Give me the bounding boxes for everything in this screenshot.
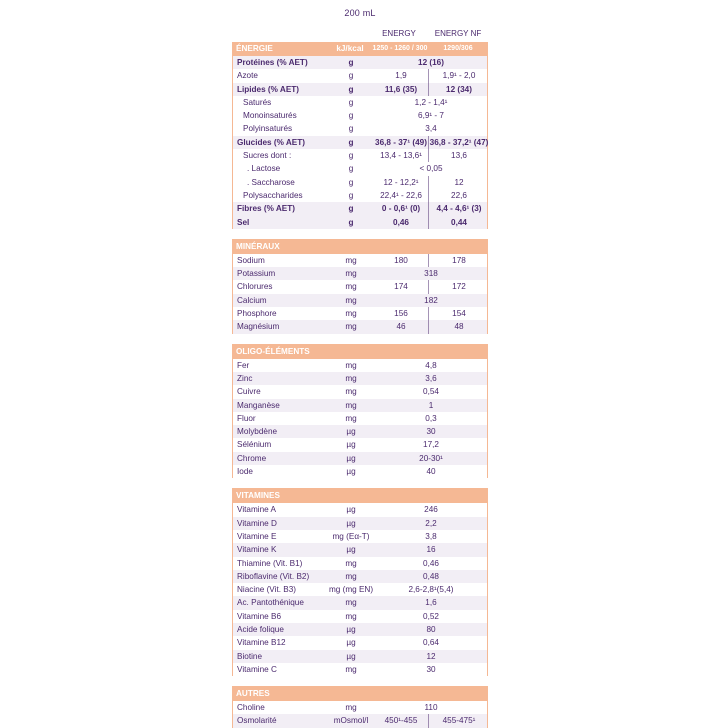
row-value-energy: 156 [394, 309, 408, 319]
table-row [233, 202, 487, 215]
row-unit: µg [346, 545, 356, 555]
row-unit: mg [345, 282, 357, 292]
row-value-energy: 0 - 0,6¹ (0) [381, 204, 421, 214]
row-label: Chlorures [237, 282, 273, 292]
row-label: Choline [237, 703, 265, 713]
section-gap [232, 478, 488, 489]
table-row [233, 557, 487, 570]
row-label: Sélénium [237, 440, 272, 450]
row-value-energy-nf: 455-475¹ [442, 716, 476, 726]
table-row [233, 517, 487, 530]
row-unit: g [348, 97, 354, 107]
row-label: Acide folique [237, 624, 284, 634]
row-value-shared: 12 [426, 651, 436, 661]
table-row [233, 122, 487, 135]
row-unit: mg [345, 309, 357, 319]
row-value-energy: 36,8 - 37¹ (49) [375, 137, 427, 147]
row-label: Polyinsaturés [243, 124, 293, 134]
vitamins-block [232, 503, 488, 676]
row-value-energy: 0,46 [393, 217, 409, 227]
row-value-shared: < 0,05 [419, 164, 443, 174]
table-row [233, 438, 487, 451]
row-value-shared: 182 [424, 295, 438, 305]
row-unit: g [348, 71, 354, 81]
section-autres: AUTRES [232, 687, 488, 701]
row-unit: mg [345, 295, 357, 305]
row-unit: mg [345, 598, 357, 608]
row-value-energy-nf: 36,8 - 37,2¹ (47) [429, 137, 489, 147]
row-unit: mg [345, 373, 357, 383]
row-value-shared: 30 [426, 427, 436, 437]
table-row [233, 267, 487, 280]
row-unit: µg [346, 638, 356, 648]
row-value-shared: 318 [424, 269, 438, 279]
row-label: Monoinsaturés [243, 111, 297, 121]
row-value-shared: 16 [426, 545, 436, 555]
row-value-shared: 20-30¹ [419, 453, 443, 463]
energy-value-energy: 1250 - 1260 / 300 [372, 45, 428, 52]
row-value-energy-nf: 178 [452, 255, 466, 265]
row-unit: mg [345, 322, 357, 332]
row-unit: g [348, 177, 354, 187]
nutrition-table [232, 0, 488, 728]
column-header-energy-nf: ENERGY NF [434, 29, 482, 38]
row-unit: g [348, 124, 354, 134]
table-row [233, 372, 487, 385]
row-value-shared: 30 [426, 664, 436, 674]
row-label: Thiamine (Vit. B1) [237, 558, 303, 568]
row-value-energy: 46 [396, 322, 406, 332]
table-row [233, 320, 487, 333]
energy-value-energy-nf: 1290/306 [443, 45, 473, 52]
row-label: Vitamine B6 [237, 611, 281, 621]
row-label: Magnésium [237, 322, 280, 332]
row-value-shared: 3,8 [425, 531, 437, 541]
row-unit: µg [346, 624, 356, 634]
table-row [233, 623, 487, 636]
row-value-energy: 13,4 - 13,6¹ [380, 151, 422, 161]
row-label: Saturés [243, 97, 272, 107]
table-row [233, 189, 487, 202]
row-label: . Lactose [247, 164, 281, 174]
row-unit: mg [345, 413, 357, 423]
table-row [233, 280, 487, 293]
row-label: Ac. Pantothénique [237, 598, 304, 608]
row-label: Niacine (Vit. B3) [237, 585, 297, 595]
row-label: Zinc [237, 373, 253, 383]
row-value-shared: 0,64 [423, 638, 439, 648]
table-row [233, 69, 487, 82]
section-gap [232, 229, 488, 240]
row-value-shared: 1,2 - 1,4¹ [414, 97, 448, 107]
row-value-shared: 2,6-2,8¹(5,4) [408, 585, 454, 595]
row-unit: g [348, 217, 354, 227]
row-unit: g [348, 58, 354, 67]
row-label: Vitamine D [237, 518, 277, 528]
table-row [233, 530, 487, 543]
table-row [233, 663, 487, 676]
table-row [233, 149, 487, 162]
row-unit: g [348, 164, 354, 174]
row-value-energy-nf: 172 [452, 282, 466, 292]
volume-label: 200 mL [344, 8, 376, 18]
energy-unit: kJ/kcal [336, 44, 364, 53]
others-block [232, 701, 488, 728]
row-value-shared: 4,8 [425, 360, 437, 370]
row-value-energy: 11,6 (35) [384, 84, 418, 94]
row-label: Protéines (% AET) [237, 58, 308, 67]
row-label: Vitamine B12 [237, 638, 286, 648]
row-value-energy: 12 - 12,2¹ [383, 177, 419, 187]
row-label: . Saccharose [247, 177, 295, 187]
row-label: Manganèse [237, 400, 280, 410]
row-label: Potassium [237, 269, 276, 279]
row-value-energy-nf: 154 [452, 309, 466, 319]
table-row [233, 399, 487, 412]
row-label: Fluor [237, 413, 256, 423]
row-unit: mg (mg EN) [328, 585, 374, 595]
row-unit: g [348, 111, 354, 121]
table-row [233, 109, 487, 122]
row-value-shared: 3,6 [425, 373, 437, 383]
row-unit: µg [346, 427, 356, 437]
row-value-energy-nf: 12 (34) [446, 84, 472, 94]
row-label: Sel [237, 217, 250, 227]
table-row [233, 583, 487, 596]
row-unit: µg [346, 453, 356, 463]
row-unit: g [348, 204, 354, 214]
row-value-shared: 3,4 [425, 124, 437, 134]
table-row [233, 294, 487, 307]
table-row [233, 254, 487, 267]
row-value-shared: 110 [424, 703, 438, 713]
column-header-energy: ENERGY [382, 29, 416, 38]
row-value-energy-nf: 4,4 - 4,6¹ (3) [436, 204, 482, 214]
section-gap [232, 334, 488, 345]
row-value-shared: 1,6 [425, 598, 437, 608]
row-label: Fer [237, 360, 250, 370]
table-row [233, 503, 487, 516]
section-oligo: OLIGO-ÉLÉMENTS [232, 345, 488, 359]
minerals-block [232, 254, 488, 334]
energy-label: ÉNERGIE [236, 44, 273, 53]
row-label: Fibres (% AET) [237, 204, 295, 214]
row-value-shared: 0,52 [423, 611, 439, 621]
row-label: Osmolarité [237, 716, 277, 726]
row-label: Vitamine E [237, 531, 277, 541]
table-row [233, 636, 487, 649]
table-row [233, 570, 487, 583]
row-value-shared: 6,9¹ - 7 [418, 111, 444, 121]
table-row [233, 596, 487, 609]
table-row [233, 701, 487, 714]
row-unit: mg [345, 664, 357, 674]
row-value-energy-nf: 1,9¹ - 2,0 [442, 71, 476, 81]
row-value-shared: 0,48 [423, 571, 439, 581]
section-mineraux: MINÉRAUX [232, 240, 488, 254]
row-unit: µg [346, 651, 356, 661]
row-label: Polysaccharides [243, 190, 303, 200]
row-label: Vitamine C [237, 664, 277, 674]
row-unit: g [348, 84, 354, 94]
row-value-energy-nf: 13,6 [451, 151, 467, 161]
row-unit: µg [346, 505, 356, 515]
row-value-shared: 80 [426, 624, 436, 634]
row-unit: mg [345, 400, 357, 410]
row-unit: g [348, 137, 354, 147]
table-row [233, 136, 487, 149]
row-value-energy-nf: 22,6 [451, 190, 467, 200]
section-vitamines: VITAMINES [232, 489, 488, 503]
table-row [233, 412, 487, 425]
row-label: Sodium [237, 255, 265, 265]
section-gap [232, 676, 488, 687]
row-value-energy-nf: 48 [454, 322, 464, 332]
row-label: Phosphore [237, 309, 277, 319]
row-label: Azote [237, 71, 258, 81]
macronutrients-block [232, 56, 488, 229]
table-row [233, 650, 487, 663]
table-row [233, 543, 487, 556]
row-unit: mg [345, 558, 357, 568]
row-label: Molybdène [237, 427, 278, 437]
table-row [233, 56, 487, 69]
row-value-shared: 40 [426, 467, 436, 477]
row-label: Lipides (% AET) [237, 84, 300, 94]
table-row [233, 216, 487, 229]
row-value-shared: 17,2 [423, 440, 439, 450]
row-unit: mg (Eα-T) [332, 531, 370, 541]
row-value-energy: 174 [394, 282, 408, 292]
row-unit: µg [346, 518, 356, 528]
row-label: Iode [237, 467, 253, 477]
row-value-energy-nf: 0,44 [451, 217, 467, 227]
row-label: Sucres dont : [243, 151, 292, 161]
row-unit: µg [346, 467, 356, 477]
row-value-shared: 2,2 [425, 518, 437, 528]
row-unit: µg [346, 440, 356, 450]
row-label: Riboflavine (Vit. B2) [237, 571, 310, 581]
table-row [233, 465, 487, 478]
table-row [233, 714, 487, 727]
row-label: Cuivre [237, 387, 261, 397]
table-row [233, 425, 487, 438]
row-label: Calcium [237, 295, 267, 305]
table-row [233, 307, 487, 320]
row-unit: g [348, 151, 354, 161]
row-value-shared: 0,3 [425, 413, 437, 423]
row-value-shared: 12 (16) [418, 58, 444, 67]
table-row [233, 610, 487, 623]
row-unit: mg [345, 255, 357, 265]
row-unit: mg [345, 571, 357, 581]
table-row [233, 83, 487, 96]
row-unit: mg [345, 360, 357, 370]
row-value-energy: 450¹-455 [384, 716, 418, 726]
row-value-energy: 22,4¹ - 22,6 [380, 190, 422, 200]
row-value-energy: 180 [394, 255, 408, 265]
row-value-shared: 246 [424, 505, 438, 515]
table-row [233, 452, 487, 465]
table-header [232, 0, 488, 42]
table-row [233, 176, 487, 189]
row-value-energy: 1,9 [395, 71, 407, 81]
row-value-shared: 1 [428, 400, 434, 410]
row-value-shared: 0,46 [423, 558, 439, 568]
row-unit: g [348, 190, 354, 200]
energy-row [232, 42, 488, 56]
row-label: Glucides (% AET) [237, 137, 305, 147]
row-unit: mg [345, 269, 357, 279]
row-value-shared: 0,54 [423, 387, 439, 397]
row-label: Biotine [237, 651, 263, 661]
row-unit: mg [345, 703, 357, 713]
row-unit: mg [345, 611, 357, 621]
trace-elements-block [232, 359, 488, 479]
row-label: Vitamine K [237, 545, 277, 555]
row-value-energy-nf: 12 [454, 177, 464, 187]
table-row [233, 359, 487, 372]
row-unit: mg [345, 387, 357, 397]
table-row [233, 96, 487, 109]
row-unit: mOsmol/l [333, 716, 369, 726]
row-label: Chrome [237, 453, 267, 463]
table-row [233, 385, 487, 398]
table-row [233, 162, 487, 175]
row-label: Vitamine A [237, 505, 276, 515]
